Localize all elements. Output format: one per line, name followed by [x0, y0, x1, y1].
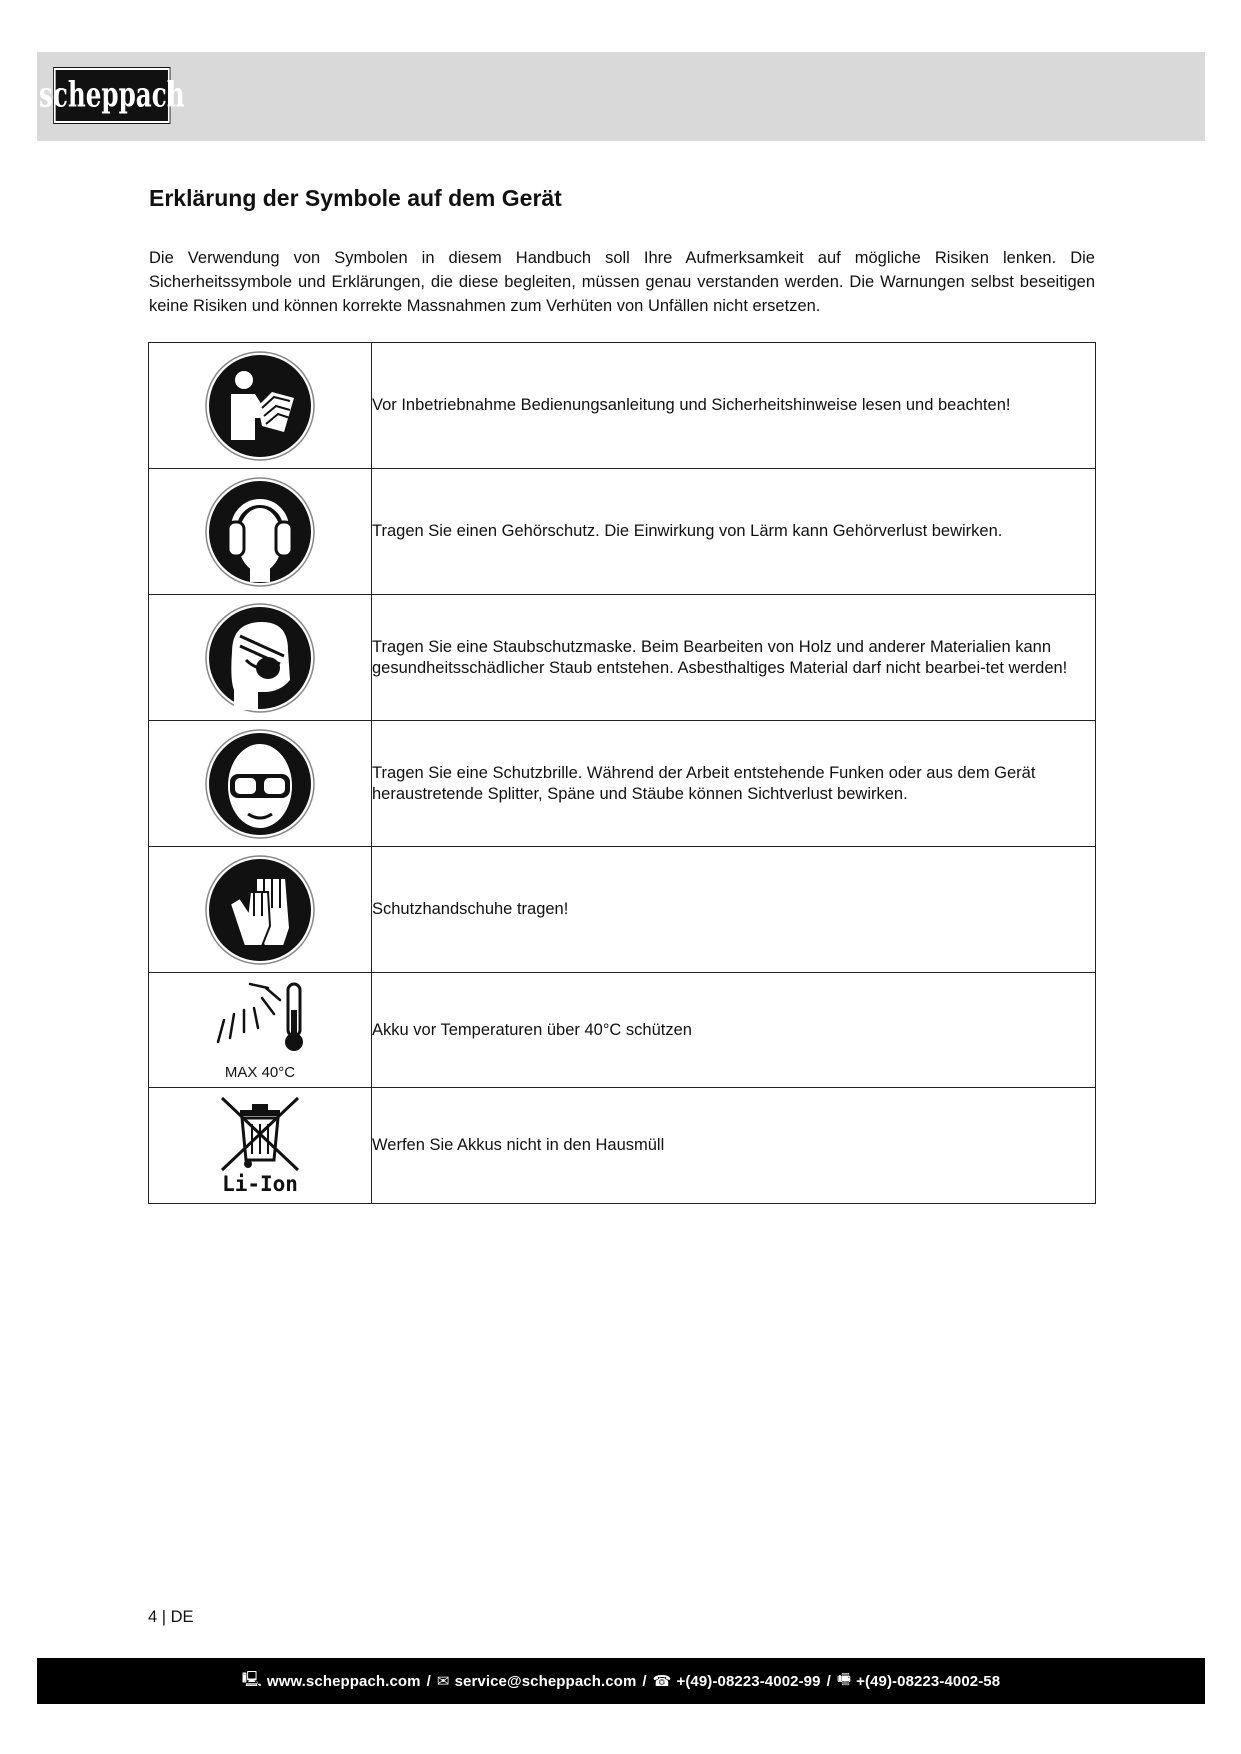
- page-title: Erklärung der Symbole auf dem Gerät: [149, 185, 562, 211]
- table-row: [149, 973, 1096, 1088]
- icon-cell: [149, 1088, 372, 1204]
- dust-mask-icon: [204, 602, 316, 714]
- computer-icon: 🖳: [241, 1670, 262, 1688]
- text-cell: Tragen Sie eine Staubschutzmaske. Beim Bearbeiten von Holz und anderer Materialien kann gesundheitsschädlicher Staub entstehen. Asbesthaltiges Material darf nicht bearbei-tet werden!: [372, 595, 1096, 721]
- table-row: [149, 343, 1096, 469]
- icon-cell: [149, 847, 372, 973]
- separator: /: [826, 1672, 831, 1690]
- icon-cell: [149, 721, 372, 847]
- temperature-icon: [210, 980, 310, 1064]
- table-row: [149, 1088, 1096, 1204]
- logo-text: scheppach: [39, 75, 185, 116]
- phone-icon: ☎: [652, 1673, 672, 1690]
- read-manual-icon: [204, 350, 316, 462]
- icon-cell: [149, 343, 372, 469]
- table-row: [149, 847, 1096, 973]
- text-cell: Werfen Sie Akkus nicht in den Hausmüll: [372, 1088, 1096, 1204]
- safety-goggles-icon: [204, 728, 316, 840]
- icon-cell: [149, 469, 372, 595]
- text-cell: Tragen Sie eine Schutzbrille. Während der Arbeit entstehende Funken oder aus dem Gerät heraustretende Splitter, Späne und Stäube können Sichtverlust bewirken.: [372, 721, 1096, 847]
- crossed-bin-icon: [218, 1096, 302, 1172]
- website-link[interactable]: www.scheppach.com: [266, 1672, 421, 1690]
- separator: /: [426, 1672, 431, 1690]
- intro-paragraph: Die Verwendung von Symbolen in diesem Handbuch soll Ihre Aufmerksamkeit auf mögliche Risiken lenken. Die Sicherheitssymbole und Erklärungen, die diese begleiten, müssen genau verstanden werden. Die Warnungen selbst beseitigen keine Risiken und können korrekte Massnahmen zum Verhüten von Unfällen nicht ersetzen.: [149, 249, 1095, 315]
- protective-gloves-icon: [204, 854, 316, 966]
- text-cell: Vor Inbetriebnahme Bedienungsanleitung und Sicherheitshinweise lesen und beachten!: [372, 343, 1096, 469]
- li-ion-label: Li-Ion: [222, 1171, 298, 1196]
- text-cell: Schutzhandschuhe tragen!: [372, 847, 1096, 973]
- page-number: 4 | DE: [148, 1608, 194, 1626]
- table-row: [149, 721, 1096, 847]
- separator: /: [642, 1672, 647, 1690]
- email-link[interactable]: service@scheppach.com: [454, 1672, 637, 1690]
- symbols-table: [148, 342, 1096, 1204]
- icon-cell: [149, 973, 372, 1088]
- scheppach-logo: [39, 68, 185, 123]
- temperature-icon-label: MAX 40°C: [224, 1063, 296, 1081]
- fax-icon: 🖷: [836, 1670, 852, 1688]
- table-row: [149, 595, 1096, 721]
- hearing-protection-icon: [204, 476, 316, 588]
- table-row: [149, 469, 1096, 595]
- text-cell: Akku vor Temperaturen über 40°C schützen: [372, 973, 1096, 1088]
- mail-icon: ✉: [436, 1673, 450, 1690]
- text-cell: Tragen Sie einen Gehörschutz. Die Einwirkung von Lärm kann Gehörverlust bewirken.: [372, 469, 1096, 595]
- fax-number: +(49)-08223-4002-58: [856, 1672, 1001, 1690]
- header-band: [37, 52, 1205, 141]
- phone-number[interactable]: +(49)-08223-4002-99: [676, 1672, 821, 1690]
- icon-cell: [149, 595, 372, 721]
- contact-footer: [37, 1658, 1205, 1704]
